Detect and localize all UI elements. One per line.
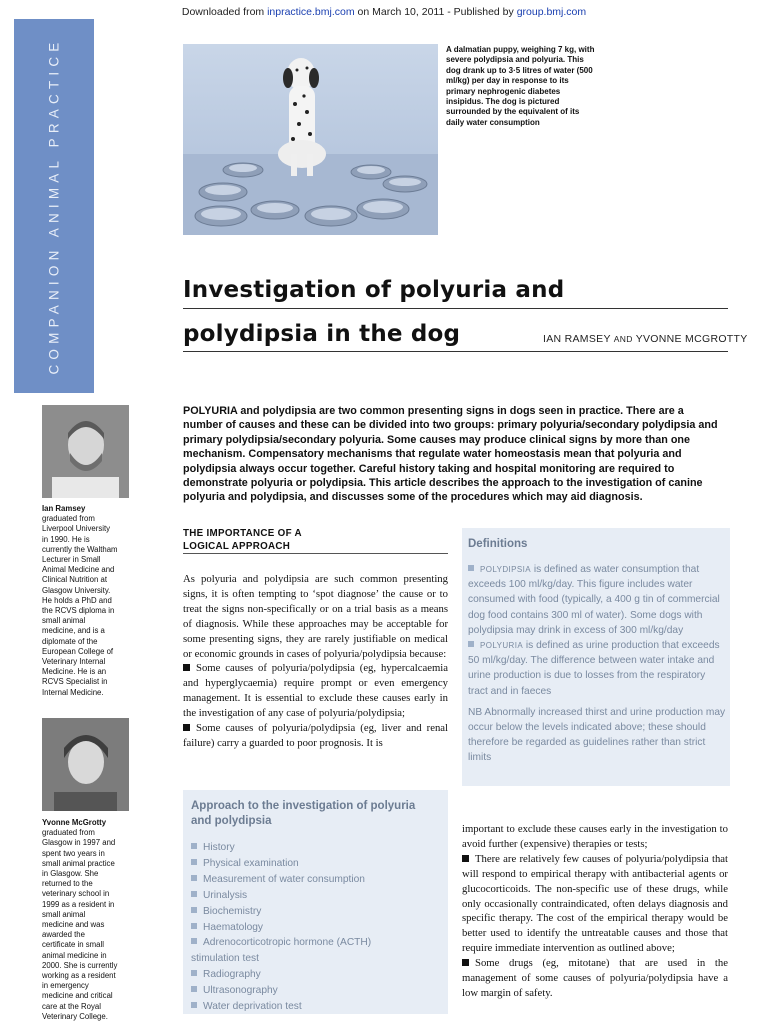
definitions-title: Definitions <box>468 538 528 550</box>
heading-rule <box>183 553 448 554</box>
definition-polyuria: POLYURIA is defined as urine production that exceeds 50 ml/kg/day. The difference between water intake and urine production is due to losses from the respiratory tract and in faeces <box>468 640 720 697</box>
article-intro: POLYURIA and polydipsia are two common presenting signs in dogs seen in practice. There are a number of causes and these can be divided into two groups: primary polyuria/secondary polydipsia and primary polydipsia/secondary polyuria. Some causes may produce clinical signs by more than one mechanism. Compensatory mechanisms that regulate water homeostasis mean that polyuria and polydipsia always occur together. Careful history taking and hospital monitoring are required to demonstrate polyuria or polydipsia. This article describes the approach to the investigation of canine polyuria and polydipsia, and discusses some of the procedures which may aid diagnosis. <box>183 405 718 504</box>
bullet-square <box>462 855 469 862</box>
square-icon <box>191 843 197 849</box>
figure-caption: A dalmatian puppy, weighing 7 kg, with severe polydipsia and polyuria. This dog drank up to 3·5 litres of water (500 ml/kg) per day in response to its primary nephrogenic diabetes insipidus. The dog is pictured surrounded by the equivalent of its daily water consumption <box>446 45 595 127</box>
approach-item-continuation: stimulation test <box>191 953 259 965</box>
mcgrotty-photo <box>42 718 129 811</box>
approach-item: Biochemistry <box>191 904 371 920</box>
ramsey-photo <box>42 405 129 498</box>
section-label: COMPANION ANIMAL PRACTICE <box>46 37 62 375</box>
paragraph-1: As polyuria and polydipsia are such common presenting signs, it is often tempting to ‘spot diagnose’ the cause or to treat the signs non-specifically or on a trial basis as a means of diagnosis. While these approaches may be acceptable for some presenting signs, they are rarely justifiable on medical or economic grounds in cases of polyuria/polydipsia because: <box>183 573 448 660</box>
bullet-1: Some causes of polyuria/polydipsia (eg, hypercalcaemia and hyperglycaemia) require prompt or even emergency management. It is essential to exclude these causes early in the investigation of any case of polyuria/polydipsia; <box>183 662 448 720</box>
mcgrotty-bio-name: Yvonne McGrotty <box>42 818 107 827</box>
ramsey-bio-name: Ian Ramsey <box>42 504 86 513</box>
square-icon <box>191 923 197 929</box>
inpractice-link[interactable]: inpractice.bmj.com <box>267 6 355 18</box>
approach-list <box>191 840 371 1015</box>
definition-polydipsia: POLYDIPSIA is defined as water consumption that exceeds 100 ml/kg/day. This figure includes water consumed with food (typically, a 400 g tin of commercial dog food contains 300 ml of water). Some dogs with polydipsia may drink in excess of 300 ml/kg/day <box>468 564 720 636</box>
square-icon <box>191 859 197 865</box>
approach-item: Physical examination <box>191 856 371 872</box>
square-icon <box>191 875 197 881</box>
bullet-2: Some causes of polyuria/polydipsia (eg, liver and renal failure) carry a guarded to poor prognosis. It is <box>183 722 448 749</box>
mcgrotty-bio <box>42 818 118 1022</box>
article-title-line-2: polydipsia in the dog <box>183 321 461 347</box>
title-rule-2 <box>183 351 728 352</box>
approach-item: Haematology <box>191 920 371 936</box>
group-bmj-link[interactable]: group.bmj.com <box>516 6 587 18</box>
square-icon <box>191 1002 197 1008</box>
approach-item: Ultrasonography <box>191 983 371 999</box>
article-title-line-1: Investigation of polyuria and <box>183 277 565 303</box>
section-sidebar <box>14 19 94 393</box>
section-heading: THE IMPORTANCE OF A LOGICAL APPROACH <box>183 528 302 552</box>
author-ramsey: IAN RAMSEY <box>543 333 611 345</box>
square-icon <box>191 970 197 976</box>
square-icon <box>191 891 197 897</box>
approach-item: Water deprivation test <box>191 999 371 1015</box>
definitions-note: NB Abnormally increased thirst and urine production may occur below the levels indicated above; these should therefore be regarded as guidelines rather than strict limits <box>468 706 726 764</box>
body-right-column <box>462 822 728 1001</box>
body-left-column <box>183 572 448 751</box>
download-notice: Downloaded from inpractice.bmj.com on March 10, 2011 - Published by group.bmj.com <box>181 6 587 18</box>
author-mcgrotty: YVONNE MCGROTTY <box>635 333 748 345</box>
bullet-3: There are relatively few causes of polyuria/polydipsia that will respond to empirical therapy with antibacterial agents or glucocorticoids. The non-specific use of these drugs, while only occasionally contraindicated, often delays diagnosis and specific therapy. The cost of the empirical therapy would be better used to identify the untreatable causes and those that require immediate intervention as outlined above; <box>462 852 728 955</box>
bullet-square <box>183 724 190 731</box>
square-icon <box>468 641 474 647</box>
approach-item: Measurement of water consumption <box>191 872 371 888</box>
dalmatian-photo <box>183 44 438 235</box>
ramsey-bio <box>42 504 118 698</box>
ramsey-bio-text: graduated from Liverpool University in 1990. He is currently the Waltham Lecturer in Small Animal Medicine and Clinical Nutrition at Glasgow University. He holds a PhD and the RCVS diploma in small animal medicine, and is a diplomate of the European College of Veterinary Internal Medicine. He is an RCVS Specialist in Internal Medicine. <box>42 514 118 697</box>
approach-item: Radiography <box>191 967 371 983</box>
title-rule-1 <box>183 308 728 309</box>
square-icon <box>468 565 474 571</box>
approach-item: History <box>191 840 371 856</box>
paragraph-continued: important to exclude these causes early in the investigation to avoid further (expensive) therapies or tests; <box>462 823 728 850</box>
approach-box <box>183 790 448 1014</box>
mcgrotty-bio-text: graduated from Glasgow in 1997 and spent two years in small animal practice in Glasgow. She returned to the veterinary school in 1999 as a resident in small animal medicine and was awarded the certificate in small animal medicine in 2000. She is currently working as a resident in emergency medicine and critical care at the Royal Veterinary College. <box>42 828 118 1021</box>
approach-title: Approach to the investigation of polyuria and polydipsia <box>191 800 416 827</box>
bullet-square <box>462 959 469 966</box>
square-icon <box>191 938 197 944</box>
square-icon <box>191 907 197 913</box>
authors: IAN RAMSEY AND YVONNE MCGROTTY <box>543 333 748 345</box>
square-icon <box>191 986 197 992</box>
bullet-4: Some drugs (eg, mitotane) that are used in the management of some causes of polyuria/polydipsia have a low margin of safety. <box>462 957 728 999</box>
definitions-box <box>462 528 730 786</box>
bullet-square <box>183 664 190 671</box>
approach-item: Adrenocorticotropic hormone (ACTH) <box>191 935 371 951</box>
approach-item: Urinalysis <box>191 888 371 904</box>
